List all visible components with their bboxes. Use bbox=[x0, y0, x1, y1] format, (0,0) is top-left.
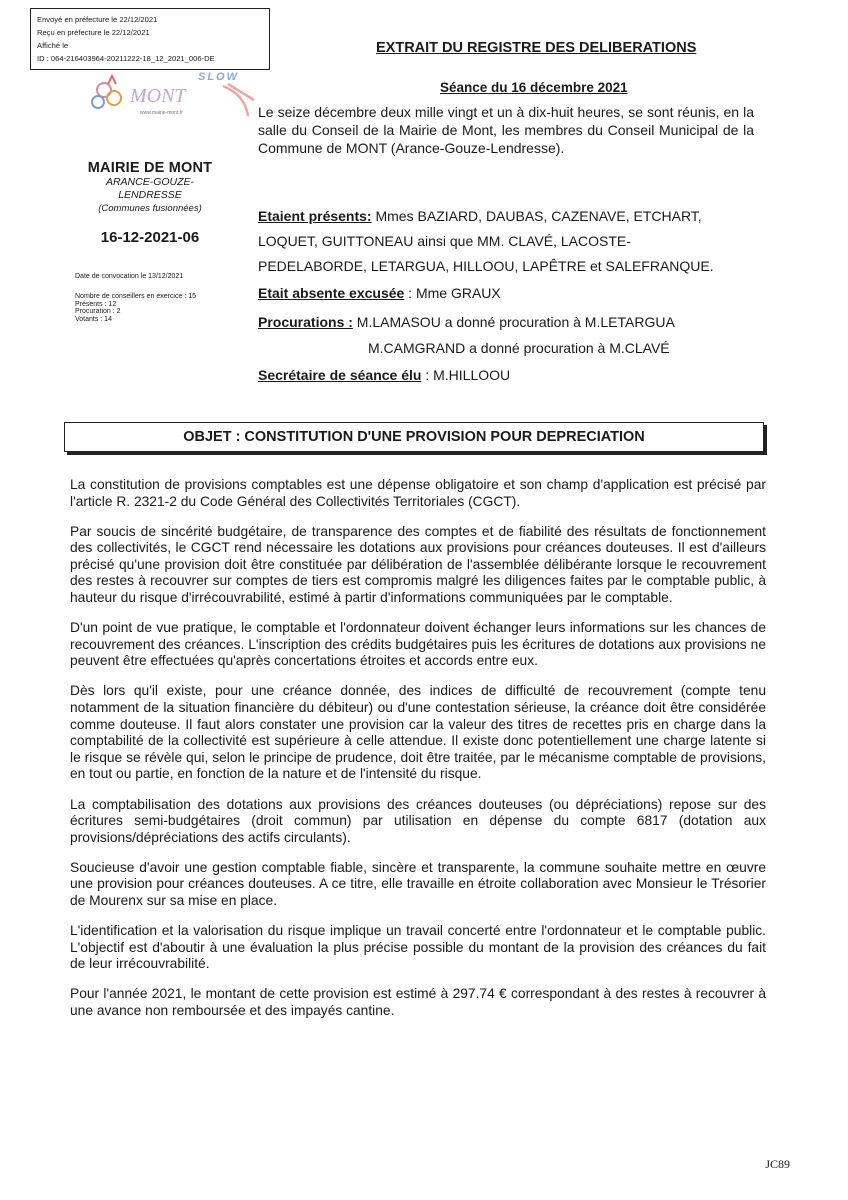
paragraph-7: L'identification et la valorisation du risque implique un travail concerté entre l'ordonnateur et le comptable public. L'objectif est d'aboutir à une évaluation la plus précise possible du montant de la provision des créances du fait de leur irrécouvrabilité. bbox=[70, 923, 766, 972]
absent-line bbox=[258, 285, 501, 301]
count-present: Présents : 12 bbox=[75, 300, 117, 308]
stamp-received-date: Reçu en préfecture le 22/12/2021 bbox=[37, 28, 150, 37]
register-title: EXTRAIT DU REGISTRE DES DELIBERATIONS bbox=[376, 40, 697, 56]
stamp-id: ID : 064-216403964-20211222-18_12_2021_006-DE bbox=[37, 54, 215, 63]
session-title: Séance du 16 décembre 2021 bbox=[440, 80, 628, 95]
secretary-line bbox=[258, 367, 510, 383]
procurations-line bbox=[258, 314, 675, 330]
logo-swoosh-icon bbox=[223, 84, 254, 116]
secretary-value: : M.HILLOOU bbox=[421, 367, 511, 383]
mairie-name: MAIRIE DE MONT bbox=[87, 160, 213, 176]
deliberation-number: 16-12-2021-06 bbox=[100, 229, 200, 246]
mairie-sub1: ARANCE-GOUZE- bbox=[105, 176, 195, 188]
paragraph-6: Soucieuse d'avoir une gestion comptable fiable, sincère et transparente, la commune souhaite mettre en œuvre une provision pour créances douteuses. A ce titre, elle travaille en étroite collaboration avec Monsieur le Trésorier de Mourenx sur sa mise en place. bbox=[70, 859, 766, 908]
procuration-2: M.CAMGRAND a donné procuration à M.CLAVÉ bbox=[368, 340, 670, 356]
presents-names-1: Mmes BAZIARD, DAUBAS, CAZENAVE, ETCHART, bbox=[371, 208, 702, 224]
presents-line-2: LOQUET, GUITTONEAU ainsi que MM. CLAVÉ, LACOSTE- bbox=[258, 233, 631, 249]
presents-block bbox=[258, 204, 770, 279]
logo-url: www.mairie-mont.fr bbox=[140, 110, 183, 116]
paragraph-2: Par soucis de sincérité budgétaire, de transparence des comptes et de fiabilité des résultats de fonctionnement des collectivités, le CGCT rend nécessaire les dotations aux provisions pour créances douteuses. Il est d'ailleurs précisé qu'une provision doit être constituée par délibération de l'assemblée délibérante lorsque le recouvrement des restes à recouvrer sur comptes de tiers est compromis malgré les diligences faites par le comptable public, à hauteur du risque d'irrécouvrabilité, estimé à partir d'informations communiquées par le comptable. bbox=[70, 523, 766, 606]
mairie-logo bbox=[78, 40, 268, 120]
deliberation-body bbox=[70, 477, 766, 1033]
mairie-sub2: LENDRESSE bbox=[118, 189, 182, 201]
paragraph-1: La constitution de provisions comptables est une dépense obligatoire et son champ d'application est précisé par l'article R. 2321-2 du Code Général des Collectivités Territoriales (CGCT). bbox=[70, 477, 766, 509]
logo-word: MONT bbox=[130, 85, 186, 107]
absent-label: Etait absente excusée bbox=[258, 285, 405, 301]
subject-box: OBJET : CONSTITUTION D'UNE PROVISION POUR DEPRECIATION bbox=[64, 422, 764, 452]
paragraph-3: D'un point de vue pratique, le comptable et l'ordonnateur doivent échanger leurs informations sur les chances de recouvrement des créances. L'inscription des crédits budgétaires puis les écritures de dotations aux provisions ne peuvent être effectuées qu'après concertations étroites et accords entre eux. bbox=[70, 620, 766, 669]
secretary-label: Secrétaire de séance élu bbox=[258, 367, 422, 383]
paragraph-4: Dès lors qu'il existe, pour une créance donnée, des indices de difficulté de recouvrement (compte tenu notamment de la situation financière du débiteur) ou d'une contestation sérieuse, la créance doit être considérée comme douteuse. Il faut alors constater une provision car la valeur des titres de recettes pris en charge dans la comptabilité de la collectivité est supérieure à celle attendue. Il existe donc potentiellement une charge latente si le risque se révèle qui, selon le principe de prudence, doit être traitée, par le mécanisme comptable de provisions, en tout ou partie, en fonction de la nature et de l'intensité du risque. bbox=[70, 683, 766, 782]
session-intro: Le seize décembre deux mille vingt et un à dix-huit heures, se sont réunis, en la salle du Conseil de la Mairie de Mont, les membres du Conseil Municipal de la Commune de MONT (Arance-Gouze-Lendresse). bbox=[258, 104, 754, 156]
presents-label: Etaient présents: bbox=[258, 208, 372, 224]
count-proxy: Procuration : 2 bbox=[75, 308, 121, 315]
absent-value: : Mme GRAUX bbox=[404, 285, 501, 301]
procuration-1: M.LAMASOU a donné procuration à M.LETARGUA bbox=[352, 314, 675, 330]
paragraph-5: La comptabilisation des dotations aux provisions des créances douteuses (ou dépréciations) repose sur des écritures semi-budgétaires (droit commun) par utilisation en dépense du compte 6817 (dotation aux provisions/dépréciations des actifs circulants). bbox=[70, 796, 766, 845]
logo-figure-icon bbox=[92, 76, 121, 108]
count-members: Nombre de conseillers en exercice : 15 bbox=[75, 293, 197, 300]
stamp-posted: Affiché le bbox=[37, 41, 69, 50]
logo-overlay: SLOW bbox=[198, 71, 239, 83]
convocation-date: Date de convocation le 13/12/2021 bbox=[75, 273, 184, 280]
page-initials: JC89 bbox=[765, 1157, 790, 1171]
stamp-sent-date: Envoyé en préfecture le 22/12/2021 bbox=[37, 15, 158, 24]
count-voters: Votants : 14 bbox=[75, 315, 112, 323]
presents-line-3: PEDELABORDE, LETARGUA, HILLOOU, LAPÊTRE et SALEFRANQUE. bbox=[258, 258, 714, 274]
procurations-label: Procurations : bbox=[258, 314, 353, 330]
presents-line-1 bbox=[258, 204, 770, 229]
mairie-sub3: (Communes fusionnées) bbox=[98, 203, 202, 214]
paragraph-8: Pour l'année 2021, le montant de cette provision est estimé à 297.74 € correspondant à des restes à recouvrer à une avance non remboursée et des impayés cantine. bbox=[70, 986, 766, 1018]
mairie-block bbox=[60, 160, 240, 246]
council-counts bbox=[75, 293, 196, 323]
